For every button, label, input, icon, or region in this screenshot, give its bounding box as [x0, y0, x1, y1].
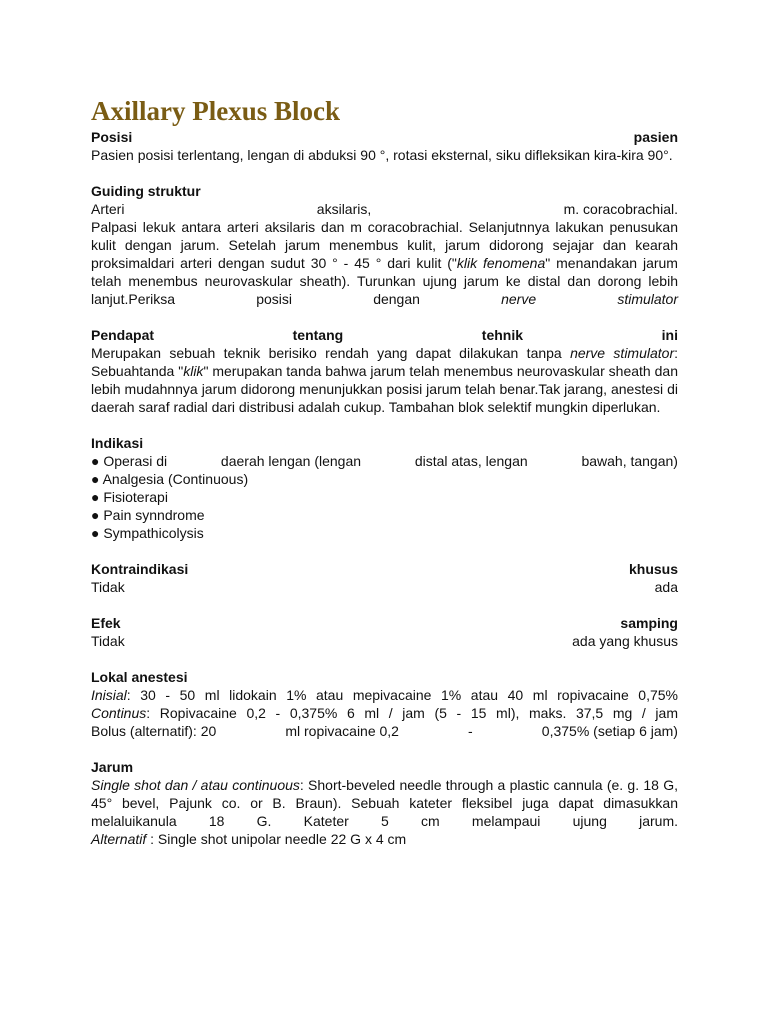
- section-pendapat: [91, 326, 678, 416]
- pendapat-heading-3: tehnik: [481, 327, 524, 343]
- kontra-heading-left: Kontraindikasi: [91, 561, 189, 577]
- indikasi-item-1-a: ● Operasi di: [91, 453, 168, 469]
- lokal-continus-label: Continus: [91, 705, 147, 721]
- lokal-inisial: [91, 686, 678, 704]
- jarum-heading: Jarum: [91, 759, 134, 775]
- jarum-single-text: : Short-beveled needle through a plastic cannula (e. g. 18 G, 45° bevel, Pajunk co. or B. Braun). Sebuah kateter fleksibel juga dapat dimasukkan melaluikanula 18 G. Kateter 5 cm melampaui ujung jarum.: [91, 777, 678, 829]
- lokal-bolus-c: -: [468, 723, 473, 739]
- guiding-line1-a: Arteri: [91, 201, 125, 217]
- efek-line: [91, 632, 678, 650]
- lokal-continus: [91, 704, 678, 722]
- pendapat-heading: [91, 326, 678, 344]
- posisi-heading: [91, 128, 678, 146]
- efek-heading: [91, 614, 678, 632]
- jarum-alt-text: : Single shot unipolar needle 22 G x 4 cm: [146, 831, 407, 847]
- jarum-single: [91, 776, 678, 830]
- kontra-line-left: Tidak: [91, 579, 125, 595]
- pendapat-paragraph: [91, 344, 678, 416]
- guiding-heading: Guiding struktur: [91, 183, 201, 199]
- section-jarum: [91, 758, 678, 848]
- posisi-heading-right: pasien: [633, 129, 678, 145]
- indikasi-heading: Indikasi: [91, 435, 144, 451]
- list-item: ● Fisioterapi: [91, 489, 168, 505]
- indikasi-item-1-c: distal atas, lengan: [414, 453, 528, 469]
- kontra-line-right: ada: [654, 579, 678, 595]
- efek-heading-left: Efek: [91, 615, 121, 631]
- pendapat-heading-2: tentang: [292, 327, 344, 343]
- efek-line-left: Tidak: [91, 633, 125, 649]
- lokal-inisial-label: Inisial: [91, 687, 127, 703]
- guiding-p-start: Palpasi lekuk antara arteri aksilaris dan m coracobrachial. Selanjutnnya lakukan penusukan kulit dengan jarum. Setelah jarum menembus kulit, jarum didorong sejajar dan kearah proksimaldari arteri dengan sudut 30 ° - 45 ° dari kulit (": [91, 219, 678, 271]
- indikasi-item-1-b: daerah lengan (lengan: [220, 453, 362, 469]
- posisi-heading-left: Posisi: [91, 129, 133, 145]
- indikasi-list: [91, 470, 678, 542]
- kontra-heading: [91, 560, 678, 578]
- section-lokal-anestesi: [91, 668, 678, 740]
- pendapat-t2: : Sebuahtanda ": [91, 345, 679, 379]
- guiding-paragraph: [91, 218, 678, 308]
- jarum-alternatif: [91, 830, 678, 848]
- lokal-bolus-a: Bolus (alternatif): 20: [91, 723, 217, 739]
- pendapat-t1: Merupakan sebuah teknik berisiko rendah yang dapat dilakukan tanpa: [91, 345, 571, 361]
- efek-heading-right: samping: [620, 615, 678, 631]
- lokal-bolus-b: ml ropivacaine 0,2: [285, 723, 399, 739]
- guiding-line1-c: m. coracobrachial.: [563, 201, 678, 217]
- pendapat-t3: " merupakan tanda bahwa jarum telah menembus neurovaskular sheath dan lebih mudahnnya jarum didorong menunjukkan posisi jarum telah benar.Tak jarang, anestesi di daerah saraf radial dari distribusi adalah cukup. Tambahan blok selektif mungkin diperlukan.: [91, 363, 678, 415]
- indikasi-item-1-d: bawah, tangan): [581, 453, 678, 469]
- pendapat-heading-1: Pendapat: [91, 327, 155, 343]
- lokal-inisial-text: : 30 - 50 ml lidokain 1% atau mepivacaine 1% atau 40 ml ropivacaine 0,75%: [126, 687, 678, 703]
- lokal-heading: Lokal anestesi: [91, 669, 188, 685]
- section-posisi: [91, 128, 678, 164]
- pendapat-klik: klik: [183, 363, 204, 379]
- list-item: ● Analgesia (Continuous): [91, 471, 249, 487]
- indikasi-item-1: [91, 452, 678, 470]
- document-content: [91, 94, 678, 848]
- posisi-text: Pasien posisi terlentang, lengan di abduksi 90 °, rotasi eksternal, siku difleksikan kira-kira 90°.: [91, 147, 673, 163]
- section-guiding: [91, 182, 678, 308]
- guiding-line1-b: aksilaris,: [316, 201, 372, 217]
- lokal-continus-text: : Ropivacaine 0,2 - 0,375% 6 ml / jam (5 - 15 ml), maks. 37,5 mg / jam: [146, 705, 678, 721]
- guiding-p-nerve: nerve stimulator: [501, 291, 678, 307]
- kontra-line: [91, 578, 678, 596]
- pendapat-heading-4: ini: [661, 327, 678, 343]
- lokal-bolus-d: 0,375% (setiap 6 jam): [541, 723, 678, 739]
- pendapat-nerve: nerve stimulator: [570, 345, 675, 361]
- section-indikasi: [91, 434, 678, 542]
- jarum-alt-label: Alternatif: [91, 831, 147, 847]
- list-item: ● Sympathicolysis: [91, 525, 204, 541]
- efek-line-right: ada yang khusus: [572, 633, 678, 649]
- lokal-bolus: [91, 722, 678, 740]
- document-title: Axillary Plexus Block: [91, 96, 340, 126]
- section-efek: [91, 614, 678, 650]
- guiding-line1: [91, 200, 678, 218]
- guiding-p-klik: klik fenomena: [456, 255, 546, 271]
- kontra-heading-right: khusus: [628, 561, 678, 577]
- guiding-p-mid: " menandakan jarum telah menembus neurovaskular sheath). Turunkan ujung jarum ke distal dan dorong lebih lanjut.Periksa posisi dengan: [91, 255, 678, 307]
- list-item: ● Pain synndrome: [91, 507, 205, 523]
- jarum-single-label: Single shot dan / atau continuous: [91, 777, 300, 793]
- section-kontraindikasi: [91, 560, 678, 596]
